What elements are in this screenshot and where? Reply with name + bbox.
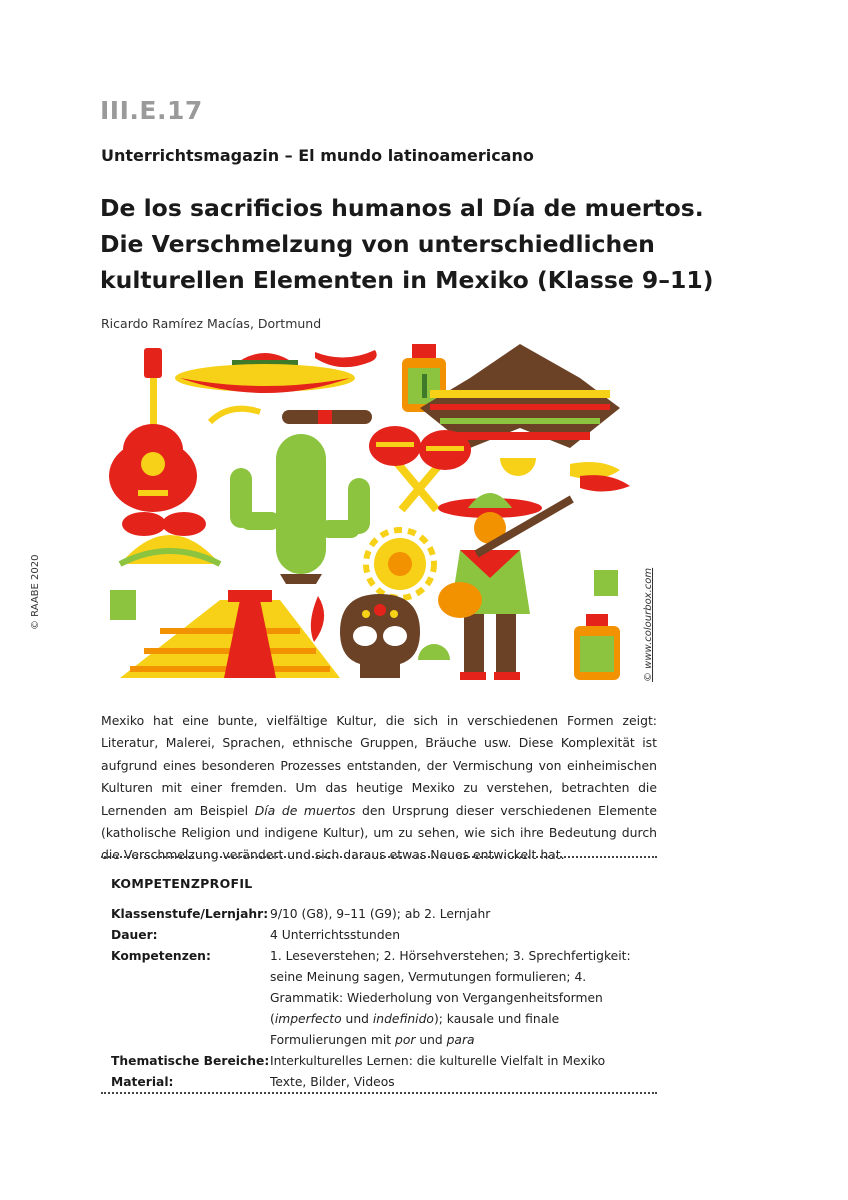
peppers-icon [570, 462, 630, 492]
title-line-2: Die Verschmelzung von unterschiedlichen [100, 230, 655, 258]
divider-top [101, 856, 657, 858]
divider-bottom [101, 1092, 657, 1094]
intro-paragraph: Mexiko hat eine bunte, vielfältige Kultur, die sich in verschiedenen Formen zeigt: Literatur, Malerei, Sprachen, ethnische Gruppen, Bräuche usw. Diese Komplexität ist aufgrund eines besonderen Prozesses entstanden, der Vermischung von einheimischen Kulturen mit einer fremden. Um das heutige Mexiko zu verstehen, betrachten die Lernenden am Beispiel Día de muertos den Ursprung dieser verschiedenen Elemente (katholische Religion und indigene Kultur), um zu sehen, wie sich ihre Bedeutung durch die Verschmelzung verändert und sich daraus etwas Neues entwickelt hat. [101, 713, 657, 863]
taco-icon [120, 512, 220, 564]
lemon-icon [500, 458, 536, 476]
kp-row-material: Material: Texte, Bilder, Videos [111, 1075, 395, 1089]
shot-glass-icon [110, 590, 136, 620]
lime-icon [418, 644, 450, 660]
cigar-icon [210, 409, 372, 424]
document-code: III.E.17 [100, 96, 203, 125]
mariachi-icon [438, 493, 574, 680]
kp-row-kompetenzen: Kompetenzen: 1. Leseverstehen; 2. Hörsehverstehen; 3. Sprechfertigkeit: seine Meinung sagen, Vermutungen formulieren; 4. Grammatik: Wiederholung von Vergangenheitsformen (imperfecto und indefinido); kausale und finale Formulierungen mit por und para [111, 949, 631, 1047]
copyright-notice: © RAABE 2020 [30, 554, 41, 630]
author: Ricardo Ramírez Macías, Dortmund [101, 316, 322, 331]
chili-icon [311, 596, 324, 642]
cactus-icon [230, 434, 370, 584]
sun-icon [366, 530, 434, 598]
image-credit: © www.colourbox.com [643, 567, 654, 682]
kp-row-klassenstufe: Klassenstufe/Lernjahr: 9/10 (G8), 9–11 (G9); ab 2. Lernjahr [111, 907, 491, 921]
kp-row-thematische-bereiche: Thematische Bereiche: Interkulturelles Lernen: die kulturelle Vielfalt in Mexiko [111, 1054, 606, 1068]
skull-icon [340, 594, 420, 678]
page-title [100, 190, 740, 298]
intro-emphasis: Día de muertos [254, 802, 356, 818]
pyramid-icon [120, 590, 340, 678]
kp-row-dauer: Dauer: 4 Unterrichtsstunden [111, 928, 400, 942]
title-line-1: De los sacrificios humanos al Día de muertos. [100, 194, 704, 222]
magazine-title: Unterrichtsmagazin – El mundo latinoamericano [101, 146, 534, 165]
shot-glass-icon [594, 570, 618, 596]
maracas-icon [369, 426, 471, 512]
tequila-bottle-icon [574, 614, 620, 680]
mexico-illustration [100, 338, 640, 688]
kompetenzprofil-table [111, 904, 657, 1093]
chili-icon [315, 350, 377, 367]
title-line-3: kulturellen Elementen in Mexiko (Klasse 9–11) [100, 266, 714, 294]
kompetenzprofil-title: KOMPETENZPROFIL [111, 876, 253, 891]
